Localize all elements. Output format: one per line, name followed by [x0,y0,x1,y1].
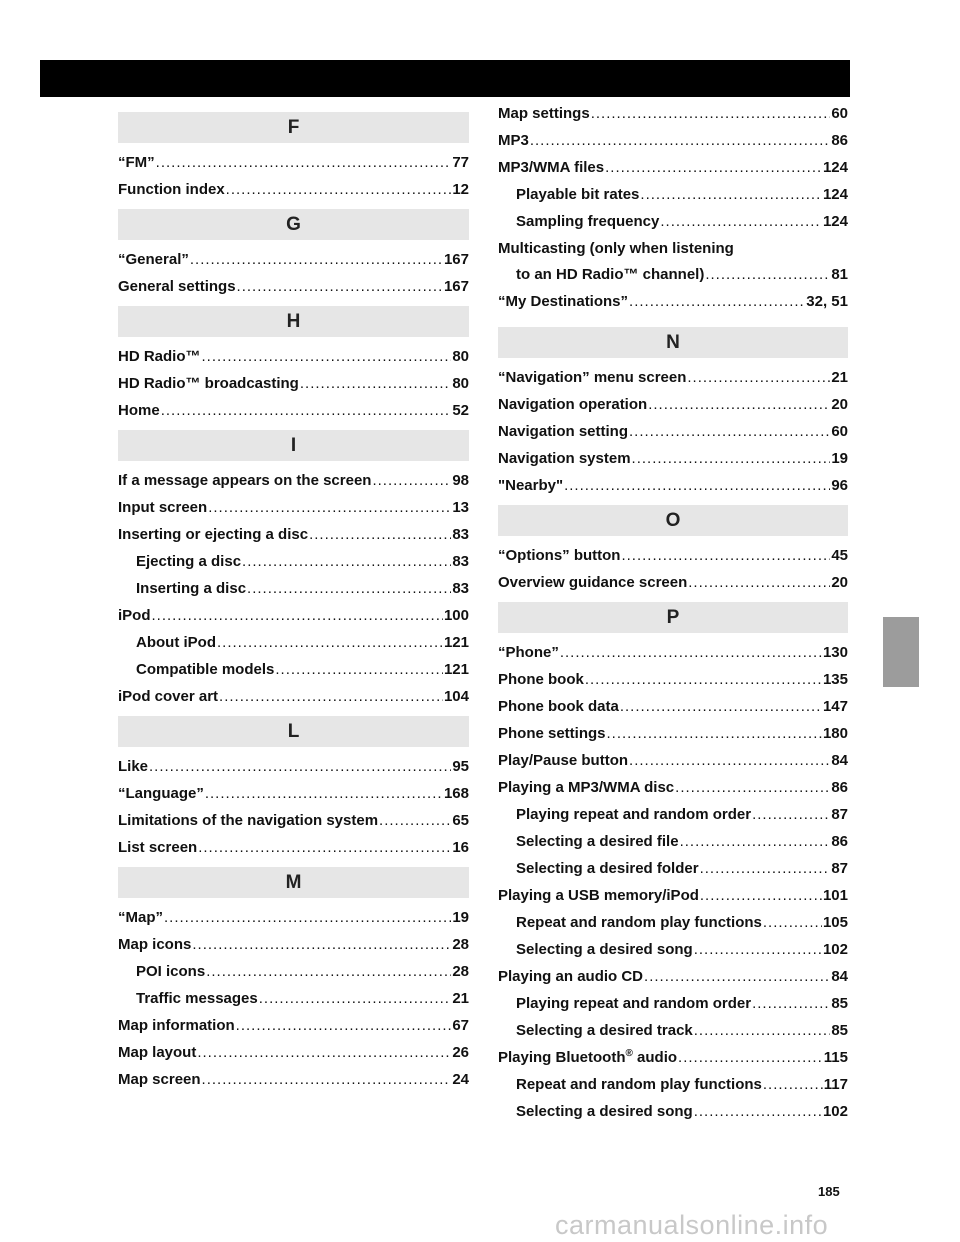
index-subentry[interactable] [118,962,469,981]
entry-label: iPod cover art [118,688,219,705]
leader-dots [192,935,451,954]
entry-label: Selecting a desired folder [516,860,699,877]
entry-label: About iPod [136,634,216,651]
entry-page: 98 [452,472,469,489]
entry-page: 67 [452,1017,469,1034]
entry-label: Map information [118,1017,235,1034]
leader-dots [259,989,452,1008]
entry-page: 117 [823,1076,848,1093]
leader-dots [530,131,830,150]
leader-dots [247,579,451,598]
index-entry[interactable] [118,908,469,927]
index-entry[interactable] [498,697,848,716]
index-entry-multicasting[interactable] [498,239,848,284]
entry-page: 87 [831,806,848,823]
index-subentry[interactable] [498,859,848,878]
leader-dots [202,347,452,366]
entry-page: 130 [822,644,848,661]
entry-page: 21 [452,990,469,1007]
leader-dots [694,1102,822,1121]
entry-page: 86 [831,779,848,796]
entry-label: Map settings [498,105,590,122]
entry-label: “My Destinations” [498,293,629,310]
section-letter: G [118,209,469,240]
entry-page: 60 [831,105,848,122]
leader-dots [236,1016,452,1035]
section-tab [883,617,919,687]
entry-page: 80 [452,375,469,392]
index-entry[interactable] [118,153,469,172]
index-entry[interactable] [498,104,848,123]
entry-page: 124 [822,159,848,176]
entry-page: 24 [452,1071,469,1088]
section-letter: I [118,430,469,461]
entry-page: 124 [822,186,848,203]
entry-label: Navigation setting [498,423,629,440]
index-entry[interactable] [118,784,469,803]
entry-label: Repeat and random play functions [516,1076,762,1093]
leader-dots [644,967,830,986]
index-entry[interactable] [498,131,848,150]
entry-label: Sampling frequency [516,213,660,230]
leader-dots [675,778,830,797]
leader-dots [161,401,452,420]
entry-label: Playing a MP3/WMA disc [498,779,675,796]
leader-dots [372,471,451,490]
entry-page: 83 [452,580,469,597]
entry-label: “Map” [118,909,163,926]
entry-label: Playing repeat and random order [516,995,752,1012]
index-entry[interactable] [498,573,848,592]
entry-page: 26 [452,1044,469,1061]
index-subentry[interactable] [498,185,848,204]
index-entry[interactable] [118,1016,469,1035]
index-entry[interactable] [498,546,848,565]
index-entry[interactable] [498,449,848,468]
entry-label: “FM” [118,154,155,171]
index-section-i [118,430,469,706]
entry-label: “Phone” [498,644,559,661]
leader-dots [226,180,452,199]
index-entry[interactable] [498,422,848,441]
section-letter: N [498,327,848,358]
leader-dots [640,185,822,204]
entry-label: Selecting a desired song [516,941,693,958]
leader-dots [763,913,822,932]
leader-dots [208,498,451,517]
registered-mark: ® [625,1048,633,1059]
index-subentry[interactable] [498,913,848,932]
leader-dots [688,573,830,592]
page-number: 185 [818,1184,840,1199]
index-entry[interactable] [118,250,469,269]
entry-label: Traffic messages [136,990,258,1007]
entry-page: 19 [452,909,469,926]
index-entry[interactable] [498,643,848,662]
index-section-h [118,306,469,420]
leader-dots [605,158,822,177]
entry-page: 85 [831,1022,848,1039]
entry-page: 16 [452,839,469,856]
index-entry[interactable] [498,395,848,414]
entry-page: 52 [452,402,469,419]
entry-label: Navigation system [498,450,631,467]
index-entry[interactable] [498,476,848,495]
section-letter: H [118,306,469,337]
entry-label: Playing Bluetooth® audio [498,1048,678,1066]
index-subentry[interactable] [498,1021,848,1040]
entry-label: List screen [118,839,198,856]
leader-dots [237,277,443,296]
entry-label: Map screen [118,1071,201,1088]
entry-page: 12 [452,181,469,198]
entry-label: Compatible models [136,661,275,678]
index-entry[interactable] [118,838,469,857]
leader-dots [694,1021,831,1040]
leader-dots [678,1048,823,1067]
entry-page: 28 [452,936,469,953]
entry-page: 84 [831,752,848,769]
entry-label: POI icons [136,963,206,980]
entry-label: If a message appears on the screen [118,472,372,489]
index-section-l [118,716,469,857]
leader-dots [648,395,830,414]
index-entry[interactable] [118,757,469,776]
index-section-m [118,867,469,1089]
index-subentry[interactable] [498,832,848,851]
entry-page: 121 [443,661,469,678]
entry-label: Inserting or ejecting a disc [118,526,309,543]
leader-dots [379,811,451,830]
index-entry[interactable] [118,277,469,296]
leader-dots [300,374,451,393]
leader-dots [149,757,451,776]
entry-page: 45 [831,547,848,564]
index-subentry[interactable] [118,633,469,652]
index-section-n [498,327,848,495]
entry-page: 96 [831,477,848,494]
section-letter: F [118,112,469,143]
entry-page: 20 [831,396,848,413]
entry-page: 95 [452,758,469,775]
entry-page: 100 [443,607,469,624]
entry-label: MP3 [498,132,529,149]
index-subentry[interactable] [118,552,469,571]
entry-page: 167 [443,251,469,268]
index-entry[interactable] [118,606,469,625]
entry-label: Inserting a disc [136,580,247,597]
entry-page: 102 [822,941,848,958]
leader-dots [206,962,451,981]
leader-dots [660,212,822,231]
leader-dots [705,265,830,284]
index-subentry[interactable] [498,940,848,959]
leader-dots [629,751,830,770]
entry-label: Map icons [118,936,192,953]
entry-label: HD Radio™ [118,348,201,365]
entry-page: 21 [831,369,848,386]
index-entry[interactable] [118,935,469,954]
entry-page: 121 [443,634,469,651]
entry-page: 20 [831,574,848,591]
index-section-f [118,112,469,199]
leader-dots [680,832,831,851]
entry-label: General settings [118,278,236,295]
entry-page: 147 [822,698,848,715]
entry-page: 77 [452,154,469,171]
leader-dots [198,838,451,857]
entry-label: Phone book [498,671,584,688]
leader-dots [591,104,831,123]
leader-dots [763,1075,823,1094]
entry-label: Multicasting (only when listening [498,240,734,257]
entry-label: “Navigation” menu screen [498,369,687,386]
entry-page: 124 [822,213,848,230]
index-entry[interactable] [498,158,848,177]
leader-dots [309,525,451,544]
entry-label: “Options” button [498,547,621,564]
leader-dots [607,724,822,743]
leader-dots [621,546,830,565]
leader-dots [629,422,830,441]
index-section-g [118,209,469,296]
leader-dots [700,886,822,905]
leader-dots [164,908,451,927]
entry-label: Play/Pause button [498,752,629,769]
entry-label: Map layout [118,1044,197,1061]
section-letter: O [498,505,848,536]
entry-page: 168 [443,785,469,802]
entry-page: 28 [452,963,469,980]
index-subentry[interactable] [118,660,469,679]
entry-page: 167 [443,278,469,295]
entry-page: 105 [822,914,848,931]
index-entry[interactable] [498,368,848,387]
entry-page: 86 [831,833,848,850]
leader-dots [219,687,443,706]
index-entry[interactable] [118,374,469,393]
leader-dots [700,859,831,878]
index-entry[interactable] [498,1048,848,1067]
entry-label: “Language” [118,785,204,802]
entry-label: Selecting a desired track [516,1022,693,1039]
leader-dots [752,805,830,824]
entry-label: Playing repeat and random order [516,806,752,823]
entry-page: 84 [831,968,848,985]
entry-page: 101 [822,887,848,904]
entry-page: 19 [831,450,848,467]
entry-label: HD Radio™ broadcasting [118,375,299,392]
leader-dots [205,784,443,803]
entry-label: Selecting a desired song [516,1103,693,1120]
index-entry[interactable] [118,498,469,517]
entry-label: Limitations of the navigation system [118,812,379,829]
entry-page: 80 [452,348,469,365]
index-entry[interactable] [118,811,469,830]
entry-page: 83 [452,526,469,543]
entry-label: Phone book data [498,698,619,715]
entry-label: Playing a USB memory/iPod [498,887,699,904]
leader-dots [687,368,830,387]
entry-page: 115 [823,1049,848,1066]
leader-dots [275,660,443,679]
entry-label: Like [118,758,149,775]
index-entry[interactable] [118,1043,469,1062]
entry-label: Ejecting a disc [136,553,242,570]
index-subentry[interactable] [118,579,469,598]
index-column-left [118,104,469,1097]
entry-label: Repeat and random play functions [516,914,762,931]
index-subentry[interactable] [498,212,848,231]
index-entry[interactable] [498,778,848,797]
entry-page: 32, 51 [806,293,848,310]
entry-page: 104 [443,688,469,705]
entry-page: 86 [831,132,848,149]
index-section-p [498,602,848,1121]
leader-dots [217,633,443,652]
entry-label: to an HD Radio™ channel) [516,266,705,283]
section-letter: L [118,716,469,747]
leader-dots [560,643,822,662]
entry-page: 85 [831,995,848,1012]
entry-page: 102 [822,1103,848,1120]
leader-dots [632,449,831,468]
index-entry[interactable] [498,751,848,770]
section-letter: M [118,867,469,898]
index-entry[interactable] [118,347,469,366]
entry-page: 65 [452,812,469,829]
entry-page: 180 [822,725,848,742]
entry-label: “General” [118,251,189,268]
index-subentry[interactable] [498,994,848,1013]
index-entry[interactable] [498,967,848,986]
section-letter: P [498,602,848,633]
entry-page: 83 [452,553,469,570]
index-entry[interactable] [498,670,848,689]
entry-label: Selecting a desired file [516,833,679,850]
index-section-o [498,505,848,592]
entry-page: 13 [452,499,469,516]
entry-page: 81 [831,266,848,283]
index-entry[interactable] [118,687,469,706]
entry-page: 135 [822,671,848,688]
entry-label: Playable bit rates [516,186,640,203]
index-entry[interactable] [118,525,469,544]
index-subentry[interactable] [498,1102,848,1121]
leader-dots [752,994,830,1013]
leader-dots [190,250,443,269]
index-subentry[interactable] [118,989,469,1008]
header-bar [40,60,850,97]
entry-label: Overview guidance screen [498,574,688,591]
leader-dots [156,153,452,172]
entry-page: 60 [831,423,848,440]
leader-dots [694,940,822,959]
entry-label: Home [118,402,160,419]
entry-label: Phone settings [498,725,606,742]
leader-dots [629,292,805,311]
leader-dots [242,552,451,571]
entry-page: 87 [831,860,848,877]
watermark: carmanualsonline.info [555,1210,829,1240]
entry-label: iPod [118,607,151,624]
index-subentry[interactable] [498,805,848,824]
entry-label: Input screen [118,499,208,516]
index-entry[interactable] [118,1070,469,1089]
index-entry[interactable] [118,471,469,490]
leader-dots [202,1070,452,1089]
index-entry[interactable] [118,180,469,199]
entry-label: "Nearby" [498,477,564,494]
leader-dots [197,1043,451,1062]
leader-dots [585,670,822,689]
index-subentry[interactable] [498,1075,848,1094]
index-entry[interactable] [118,401,469,420]
leader-dots [564,476,830,495]
index-entry[interactable] [498,292,848,311]
entry-label: Playing an audio CD [498,968,644,985]
leader-dots [620,697,822,716]
index-entry[interactable] [498,724,848,743]
index-entry[interactable] [498,886,848,905]
entry-label: MP3/WMA files [498,159,605,176]
index-column-right [498,104,848,1129]
entry-label: Function index [118,181,225,198]
entry-label: Navigation operation [498,396,648,413]
leader-dots [152,606,443,625]
